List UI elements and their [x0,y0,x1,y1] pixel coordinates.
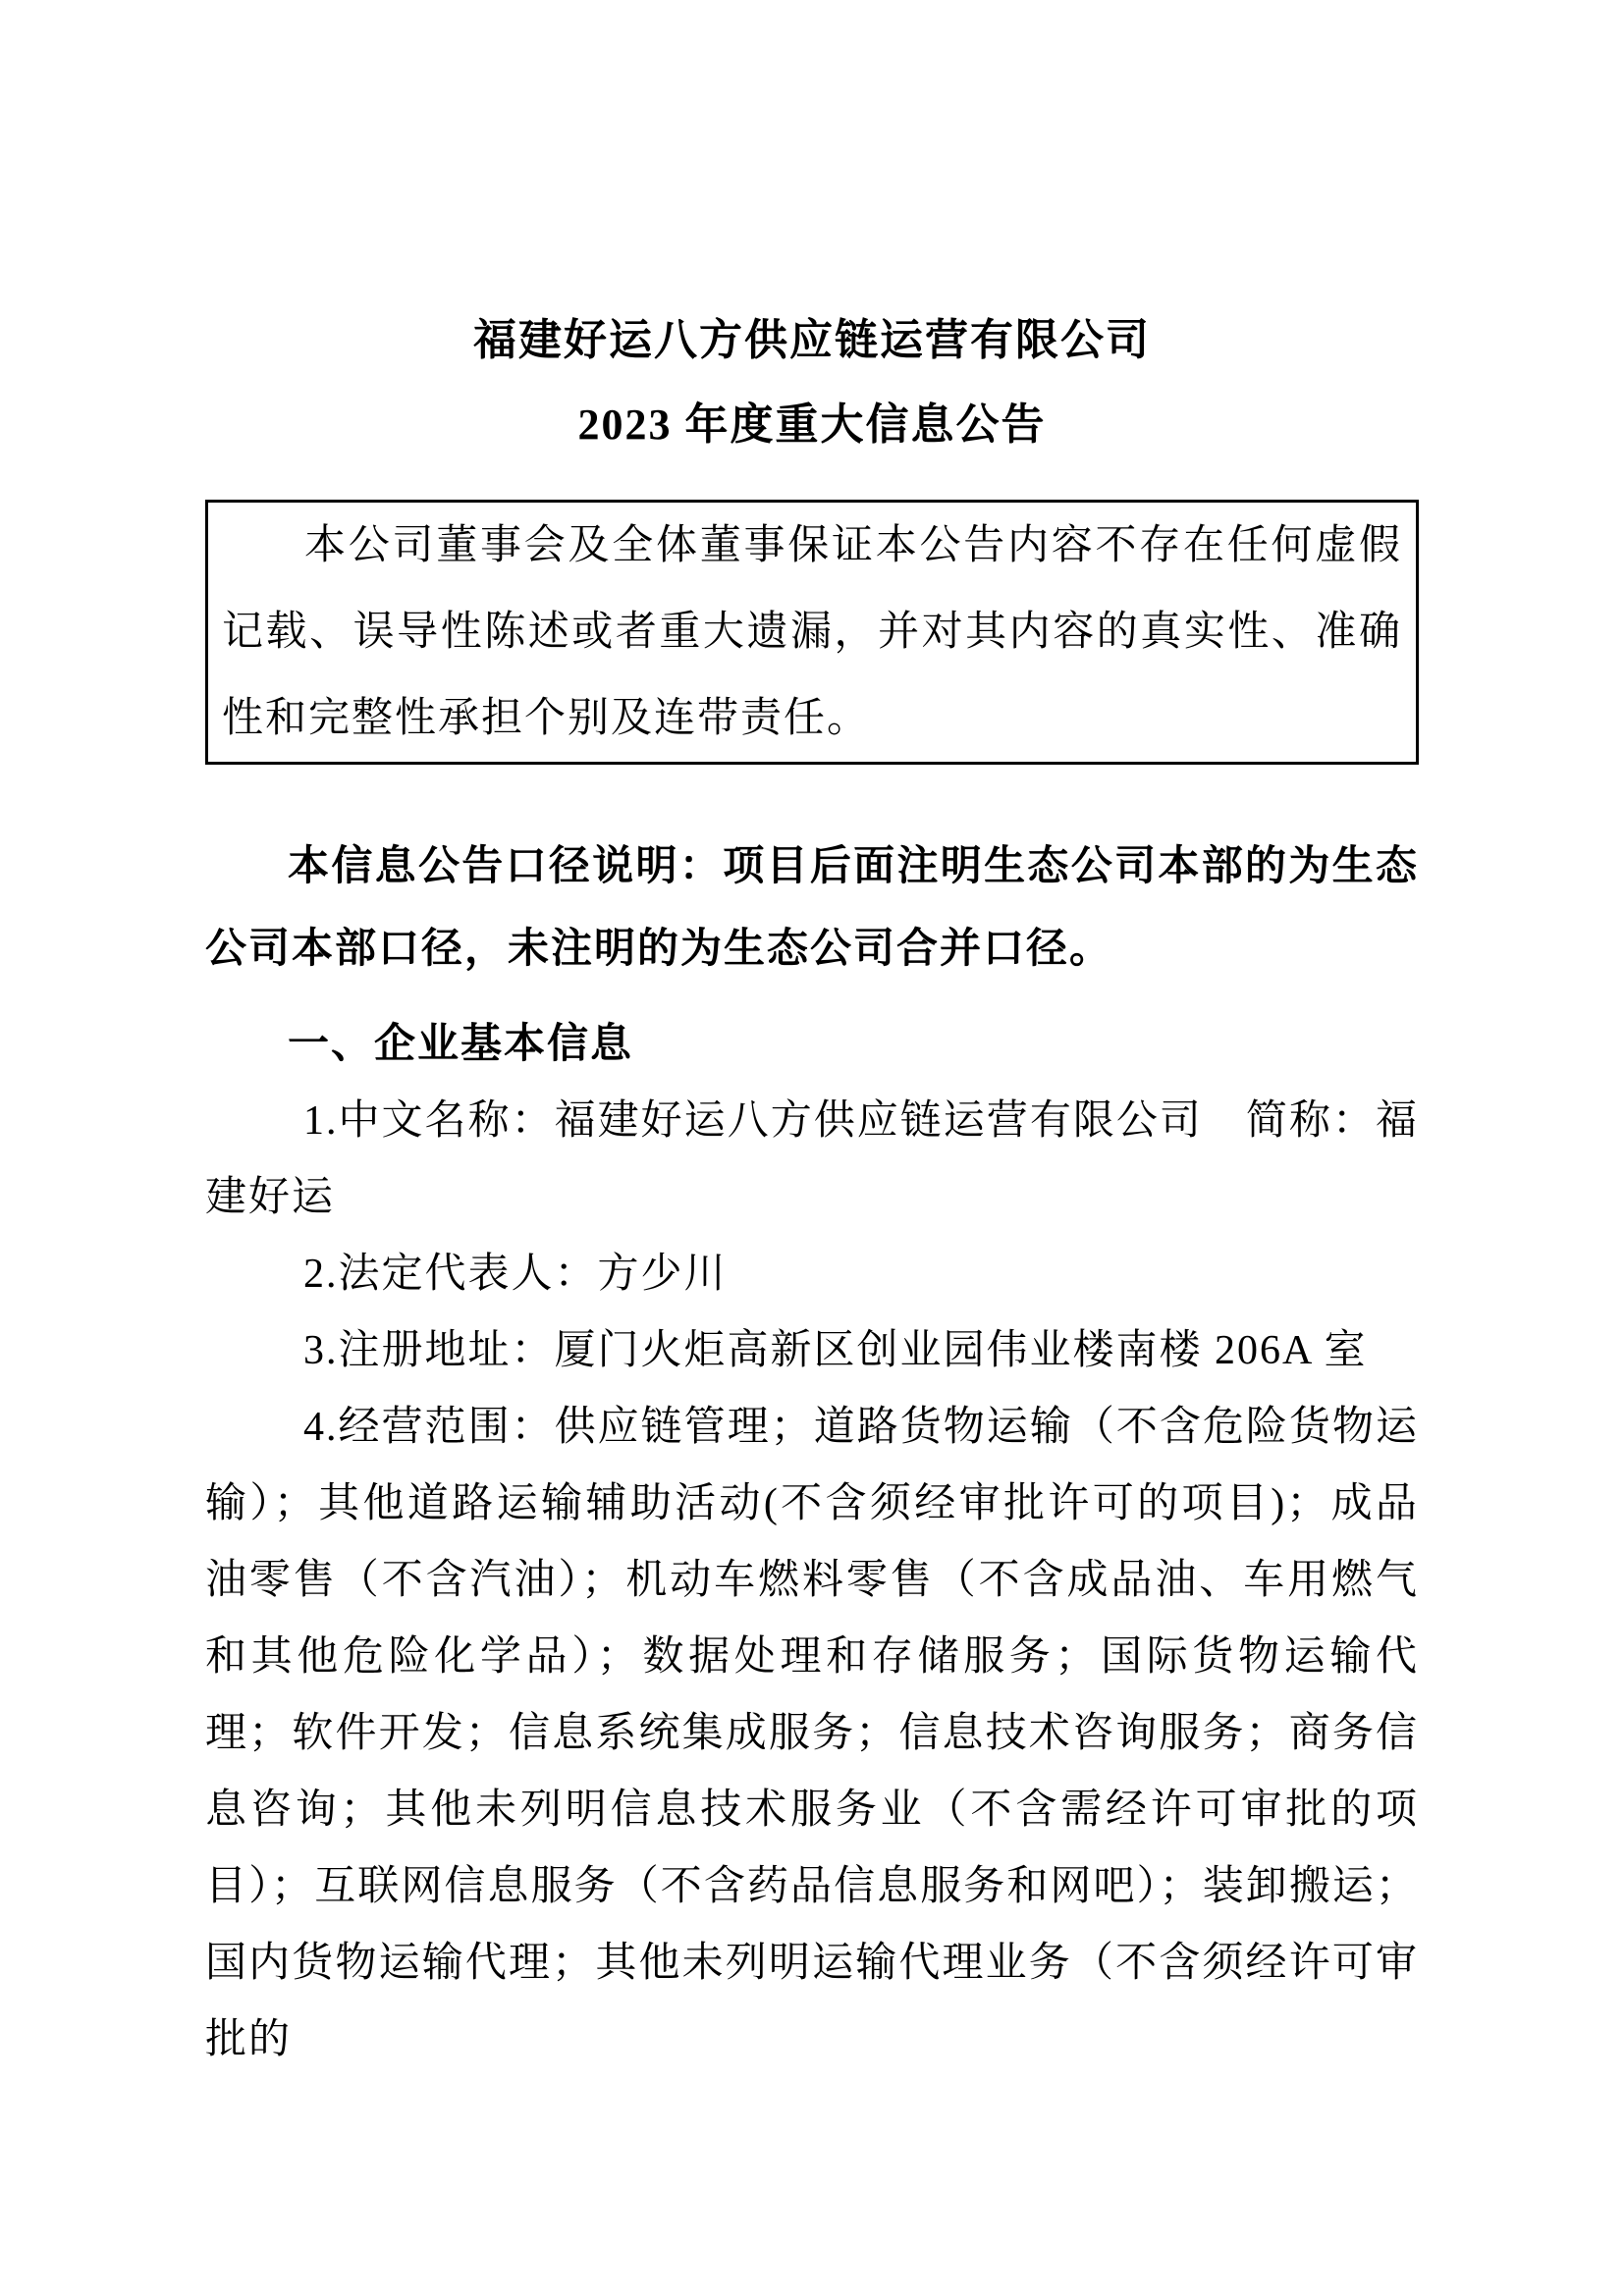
item-chinese-name: 1.中文名称：福建好运八方供应链运营有限公司 简称：福建好运 [205,1098,1419,1220]
caliber-note-text: 本信息公告口径说明：项目后面注明生态公司本部的为生态公司本部口径，未注明的为生态公司合并口径。 [205,844,1419,972]
item-legal-representative: 2.法定代表人：方少川 [303,1252,728,1297]
document-subtitle: 2023 年度重大信息公告 [577,400,1047,449]
item-business-scope: 4.经营范围：供应链管理；道路货物运输（不含危险货物运输）；其他道路运输辅助活动(不含须经审批许可的项目)；成品油零售（不含汽油）；机动车燃料零售（不含成品油、车用燃气和其他危险化学品）；数据处理和存储服务；国际货物运输代理；软件开发；信息系统集成服务；信息技术咨询服务；商务信息咨询；其他未列明信息技术服务业（不含需经许可审批的项目）；互联网信息服务（不含药品信息服务和网吧）；装卸搬运；国内货物运输代理；其他未列明运输代理业务（不含须经许可审批的 [205,1405,1419,2062]
disclaimer-text: 本公司董事会及全体董事保证本公告内容不存在任何虚假记载、误导性陈述或者重大遗漏，并对其内容的真实性、准确性和完整性承担个别及连带责任。 [222,523,1402,741]
section-heading-basic-info: 一、企业基本信息 [288,1022,634,1067]
item-registered-address: 3.注册地址：厦门火炬高新区创业园伟业楼南楼 206A 室 [303,1328,1368,1373]
document-title: 福建好运八方供应链运营有限公司 [473,316,1151,364]
disclaimer-box [205,500,1419,765]
